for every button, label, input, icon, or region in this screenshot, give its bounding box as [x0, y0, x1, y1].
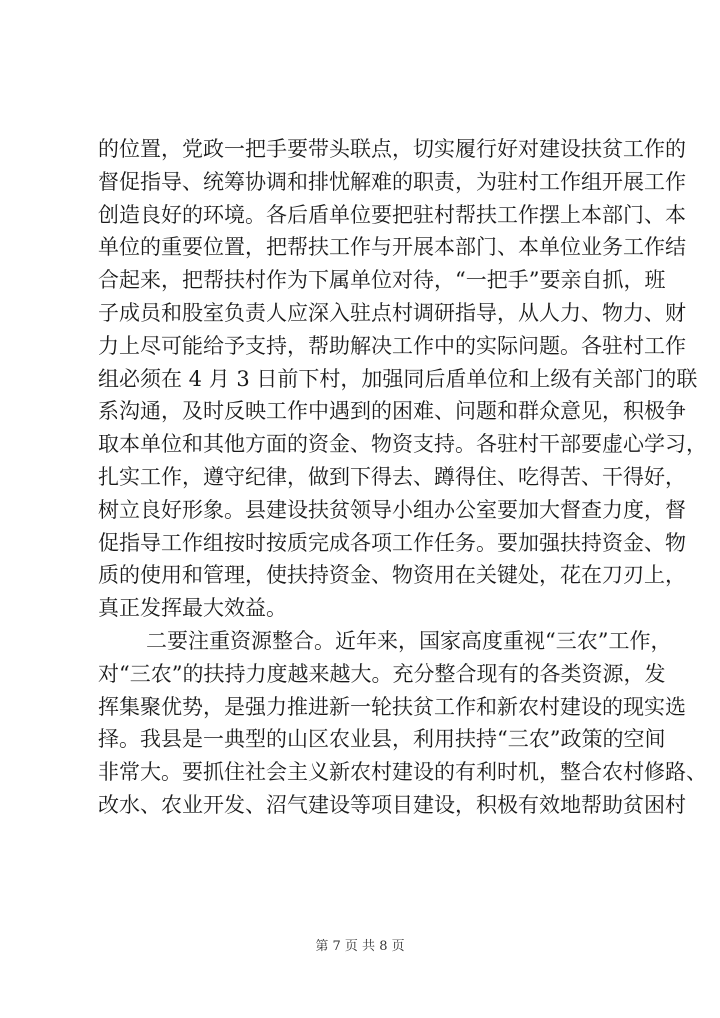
- text-line: 取本单位和其他方面的资金、物资支持。各驻村干部要虚心学习，: [98, 432, 707, 457]
- text-line: 合起来，把帮扶村作为下属单位对待，“一把手”要亲自抓，班: [98, 268, 666, 293]
- document-body: [98, 133, 707, 822]
- text-line: 改水、农业开发、沼气建设等项目建设，积极有效地帮助贫困村: [98, 792, 686, 817]
- text-line: 对“三农”的扶持力度越来越大。充分整合现有的各类资源，发: [98, 661, 666, 686]
- text-line: 督促指导、统筹协调和排忧解难的职责，为驻村工作组开展工作: [98, 169, 686, 194]
- paragraph-start-line: 二要注重资源整合。近年来，国家高度重视“三农”工作，: [146, 628, 672, 653]
- text-line: 子成员和股室负责人应深入驻点村调研指导，从人力、物力、财: [98, 300, 686, 325]
- text-line: 组必须在 4 月 3 日前下村，加强同后盾单位和上级有关部门的联: [98, 366, 698, 391]
- text-line: 促指导工作组按时按质完成各项工作任务。要加强扶持资金、物: [98, 530, 686, 555]
- text-line: 树立良好形象。县建设扶贫领导小组办公室要加大督查力度，督: [98, 497, 686, 522]
- text-line: 力上尽可能给予支持，帮助解决工作中的实际问题。各驻村工作: [98, 333, 686, 358]
- paragraph-end-line: 真正发挥最大效益。: [98, 596, 287, 621]
- text-line: 创造良好的环境。各后盾单位要把驻村帮扶工作摆上本部门、本: [98, 202, 686, 227]
- text-line: 的位置，党政一把手要带头联点，切实履行好对建设扶贫工作的: [98, 137, 686, 161]
- page-number-footer: 第 7 页 共 8 页: [315, 939, 405, 954]
- text-line: 单位的重要位置，把帮扶工作与开展本部门、本单位业务工作结: [98, 235, 686, 260]
- text-line: 扎实工作，遵守纪律，做到下得去、蹲得住、吃得苦、干得好，: [98, 464, 686, 489]
- text-line: 非常大。要抓住社会主义新农村建设的有利时机，整合农村修路、: [98, 760, 707, 785]
- text-line: 挥集聚优势，是强力推进新一轮扶贫工作和新农村建设的现实选: [98, 694, 686, 719]
- text-line: 择。我县是一典型的山区农业县，利用扶持“三农”政策的空间: [98, 727, 666, 752]
- text-line: 质的使用和管理，使扶持资金、物资用在关键处，花在刀刃上，: [98, 563, 686, 588]
- text-line: 系沟通，及时反映工作中遇到的困难、问题和群众意见，积极争: [98, 399, 686, 424]
